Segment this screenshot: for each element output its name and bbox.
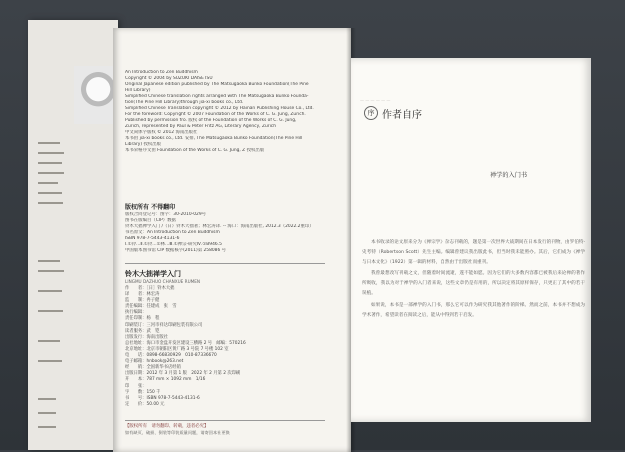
chapter-title: 作者自序 [382,110,422,121]
copyright-line: Copyright © 2004 by SUZUKI DAISETSU [125,76,213,81]
copyright-line: 中文简体字版权 © 2012 海南出版社 [125,130,198,135]
copyright-line: Published by permission fro. 版权 of the Foundation of the Works of C. G. Jung, [125,118,297,123]
rights-notice: 【版权所有 请勿翻印、转载，违者必究】 [125,424,209,429]
copyright-line: Simplified Chinese translation rights arranged with The Matsugaoka Bunko Founda- [125,94,309,99]
cip-line: 铃木大拙禅学入门 /（日）铃木大拙著；林宏涛译. -- 海口：海南出版社, 2012.3（2022.2重印） [125,224,314,229]
copyright-line: 本书荣格序文由 Foundation of the Works of C. G. Jung, Z 授权出版 [125,148,265,153]
paragraph: 本书收录的论文原来分为《禅宗学》杂志刊载的，题是第一次世界大战期间在日本发行的刊物，由罗伯特·史考特（Robertson Scott）先生主编。编辑曾建议我出版此书，但当时我未能照办。其后，它们成为《禅学与日本文化》（1922）第一辑的材料，自然由于出版社而重刊。 [362,240,585,266]
cip-line: ISBN 978-7-5443-4131-6 [125,236,180,241]
open-book [28,12,598,450]
copyright-line: Zürich, represented by Paul & Peter Fritz AG, Literary Agency, Zürich [125,124,276,129]
copyright-page [113,28,351,452]
chapter-number: 序 [364,106,378,120]
copyright-line: An Introduction to Zen Buddhism [125,70,198,75]
copyright-line: Hill Library) [125,88,151,93]
copyright-line: For the foreword: Copyright © 2007 Foundation of the Works of C. G. Jung, Zürich. [125,112,306,117]
copyright-line: tion(The Pine Hill Library)through jia-xi books co., Ltd. [125,100,244,105]
cip-heading: 版权所有 不得翻印 [125,204,176,211]
copyright-line: Simplified Chinese Translation copyright © 2012 by Hainan Publishing House Co., Ltd. [125,106,314,111]
author-portrait [74,66,118,124]
book-title: 铃木大拙禅学入门 [125,270,181,278]
copyright-line: Original Japanese edition published by The Matsugaoka Bunko Foundation(The Pine [125,82,309,87]
faint-showthrough: — — — — — — [360,98,391,103]
cip-line: Ⅰ.①铃…Ⅱ.①铃…②林…Ⅲ.①禅宗-研究Ⅳ.①B946.5 [125,242,222,247]
back-page [28,20,118,450]
cip-line: 图书在版编目（CIP）数据 [125,218,176,223]
cip-line: 版权合同登记号：图字：30-2010-029号 [125,212,206,217]
preface-body [362,238,585,322]
cip-line: 书名原文：An Introduction to Zen Buddhism [125,230,220,235]
book-subtitle: LINGMU DAZHUO CHANXUE RUMEN [125,279,201,284]
rights-notice-sub: 如有缺页、破损、倒装等印装质量问题，请寄回本社更换 [125,430,230,435]
cip-line: 中国版本图书馆 CIP 数据核字(2011)第 258086 号 [125,248,227,253]
paragraph: 如果说，本书是一部禅学的入门书，那么它可以作为研究我其他著作的阶梯。然而之前，本书并不想成为学术著作，希望读者在阅读之后，能从中得到若干启发。 [362,302,585,318]
chapter-subtitle: 禅学的入门书 [490,172,528,179]
copyright-line: Library) 授权出版 [125,142,162,147]
imprint-block: 作 者：［日］铃木大拙 译 者：林宏涛 监 制：冉子健 责任编辑：任建成 张 雪 执行编辑： 责任印制：杨 程 印刷装订：三河市祥达印刷包装有限公司 读者服务：武 铠 出版发行：海南出版社 总社地址：海口市金盘开发区建设三横路 2 号 邮编：570216 北京地址：北京市朝阳区黄厂路 3 号院 7 号楼 102 室 电 话：0898-66830929 010-87336670 电子邮箱：hnbook@263.net 经 销：全国新华书店经销 出版日期：2012 年 3 月第 1 版 2022 年 2 月第 2 次印刷 开 本：787 mm × 1092 mm 1/16 印 张： 字 数：150 千 书 号：ISBN 978-7-5443-4131-6 定 价：50.00 元 [125,286,246,407]
paragraph: 我曾最想改写刊载之文，但随着时间流逝，遂不能如愿。因为它们的大多数内容都已被我后来论禅的著作所吸收，我以为对于禅学的入门者来说，这些文章仍是有用的，所以决定将其原样保存，只更正了其中的若干误植。 [362,271,585,297]
copyright-line: 本书由 jia-xi books co., Ltd. 安排, The Matsugaoka Bunko Foundation(The Pine Hill [125,136,303,141]
